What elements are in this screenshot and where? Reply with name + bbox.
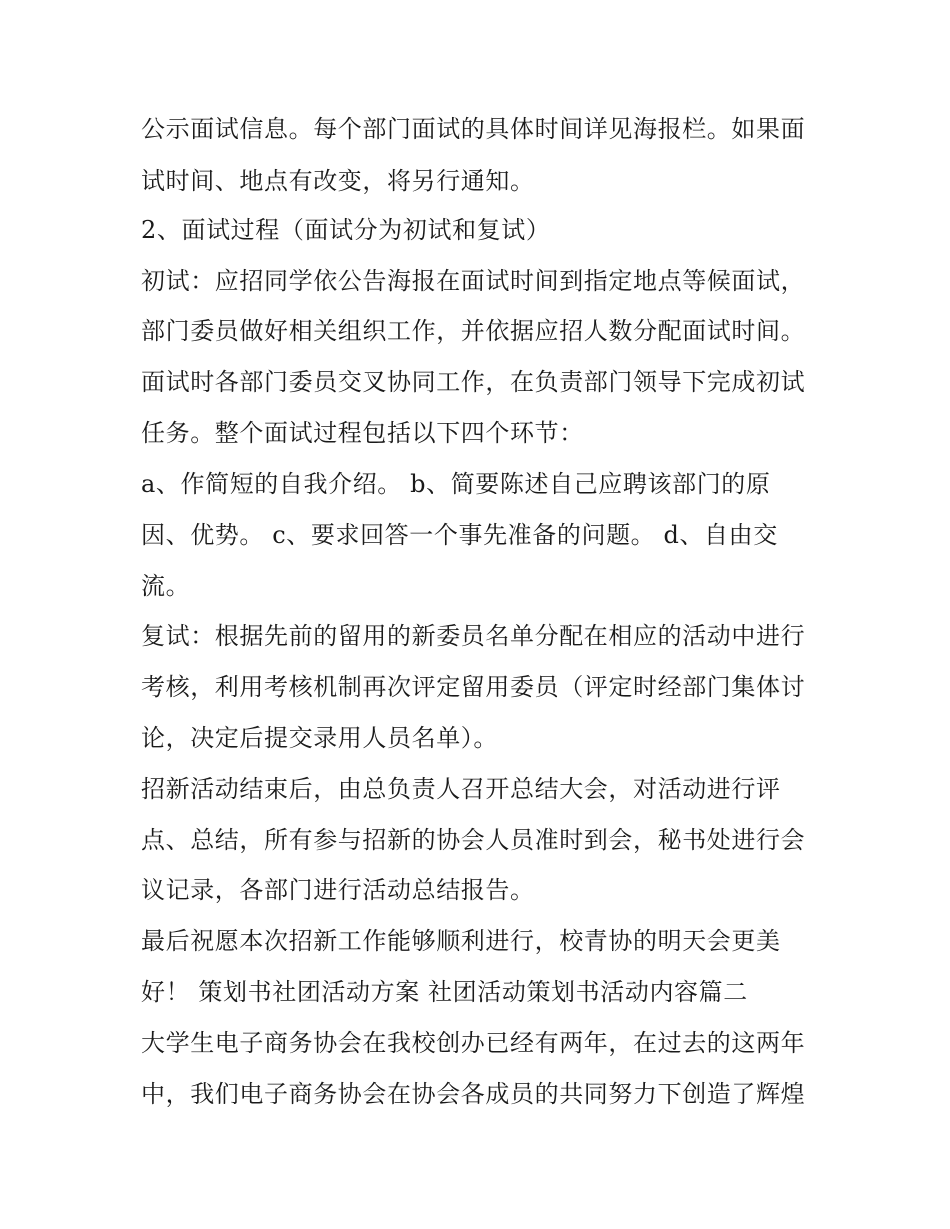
paragraph-line: 最后祝愿本次招新工作能够顺利进行，校青协的明天会更美 <box>141 927 781 955</box>
paragraph-line: 议记录，各部门进行活动总结报告。 <box>141 876 535 904</box>
paragraph-line: 中，我们电子商务协会在协会各成员的共同努力下创造了辉煌 <box>141 1080 806 1108</box>
section-heading: 2、面试过程（面试分为初试和复试） <box>141 216 551 244</box>
paragraph-line: 因、优势。 c、要求回答一个事先准备的问题。 d、自由交 <box>141 521 778 549</box>
paragraph-line: 点、总结，所有参与招新的协会人员准时到会，秘书处进行会 <box>141 826 806 854</box>
paragraph-line: 招新活动结束后，由总负责人召开总结大会，对活动进行评 <box>141 775 781 803</box>
paragraph-line: 好！ 策划书社团活动方案 社团活动策划书活动内容篇二 <box>141 978 748 1006</box>
paragraph-line: 大学生电子商务协会在我校创办已经有两年，在过去的这两年 <box>141 1029 806 1057</box>
paragraph-line: 论，决定后提交录用人员名单）。 <box>141 724 498 752</box>
paragraph-line: 初试：应招同学依公告海报在面试时间到指定地点等候面试， <box>141 267 806 295</box>
paragraph-line: 复试：根据先前的留用的新委员名单分配在相应的活动中进行 <box>141 622 806 650</box>
paragraph-line: 部门委员做好相关组织工作，并依据应招人数分配面试时间。 <box>141 317 806 345</box>
paragraph-line: 公示面试信息。每个部门面试的具体时间详见海报栏。如果面 <box>141 115 806 143</box>
paragraph-line: 流。 <box>141 572 191 600</box>
paragraph-line: 面试时各部门委员交叉协同工作，在负责部门领导下完成初试 <box>141 368 806 396</box>
paragraph-line: a、作简短的自我介绍。 b、简要陈述自己应聘该部门的原 <box>141 470 771 498</box>
paragraph-line: 任务。整个面试过程包括以下四个环节： <box>141 419 584 447</box>
paragraph-line: 试时间、地点有改变，将另行通知。 <box>141 167 535 195</box>
paragraph-line: 考核，利用考核机制再次评定留用委员（评定时经部门集体讨 <box>141 673 806 701</box>
